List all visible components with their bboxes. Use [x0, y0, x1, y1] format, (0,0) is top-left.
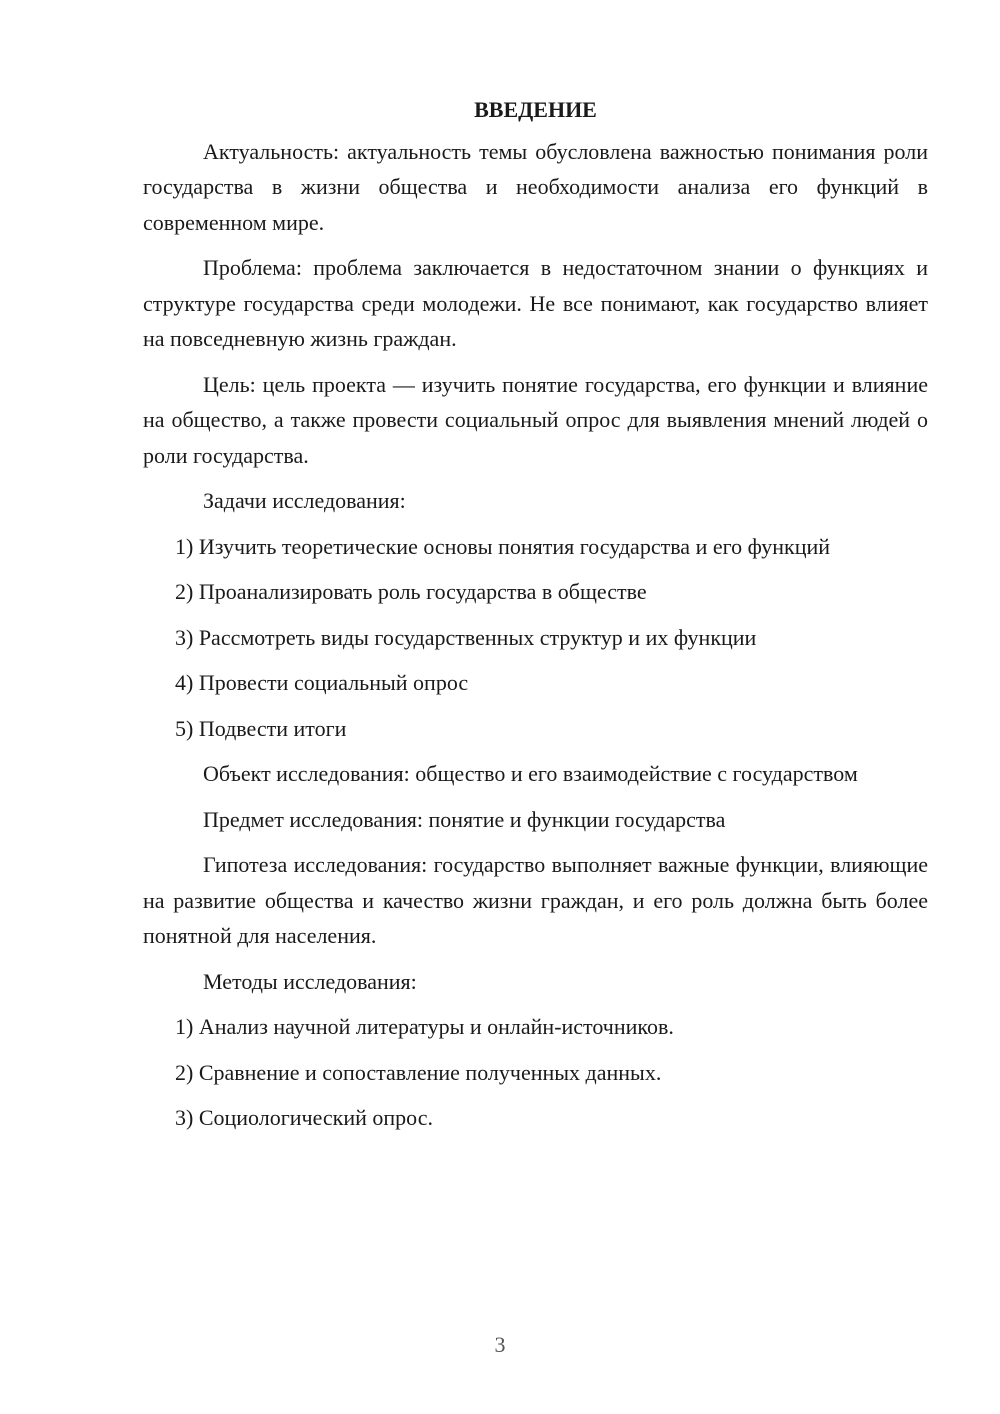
page-number: 3: [494, 1332, 506, 1357]
page-title: ВВЕДЕНИЕ: [474, 97, 597, 122]
tasks-list: [143, 529, 928, 747]
list-item: 3) Социологический опрос.: [175, 1105, 433, 1130]
list-item: 3) Рассмотреть виды государственных структур и их функции: [175, 624, 757, 650]
list-item: 5) Подвести итоги: [175, 715, 347, 741]
list-item: 2) Сравнение и сопоставление полученных данных.: [175, 1059, 662, 1085]
problem-paragraph: Проблема: проблема заключается в недостаточном знании о функциях и структуре государства среди молодежи. Не все понимают, как государство влияет на повседневную жизнь граждан.: [143, 255, 928, 351]
list-item: 1) Анализ научной литературы и онлайн-источников.: [175, 1014, 674, 1039]
tasks-label: Задачи исследования:: [203, 488, 406, 513]
relevance-paragraph: Актуальность: актуальность темы обусловлена важностью понимания роли государства в жизни общества и необходимости анализа его функций в современном мире.: [143, 138, 928, 235]
subject-paragraph: Предмет исследования: понятие и функции государства: [203, 806, 726, 832]
hypothesis-paragraph: Гипотеза исследования: государство выполняет важные функции, влияющие на развитие общества и качество жизни граждан, и его роль должна быть более понятной для населения.: [143, 852, 928, 948]
methods-list: [143, 1009, 928, 1136]
list-item: 2) Проанализировать роль государства в обществе: [175, 579, 647, 604]
methods-label: Методы исследования:: [203, 968, 417, 994]
object-paragraph: Объект исследования: общество и его взаимодействие с государством: [203, 761, 858, 786]
list-item: 1) Изучить теоретические основы понятия государства и его функций: [175, 533, 831, 559]
goal-paragraph: Цель: цель проекта — изучить понятие государства, его функции и влияние на общество, а также провести социальный опрос для выявления мнений людей о роли государства.: [143, 371, 928, 468]
list-item: 4) Провести социальный опрос: [175, 670, 469, 695]
document-page: [143, 92, 928, 1146]
